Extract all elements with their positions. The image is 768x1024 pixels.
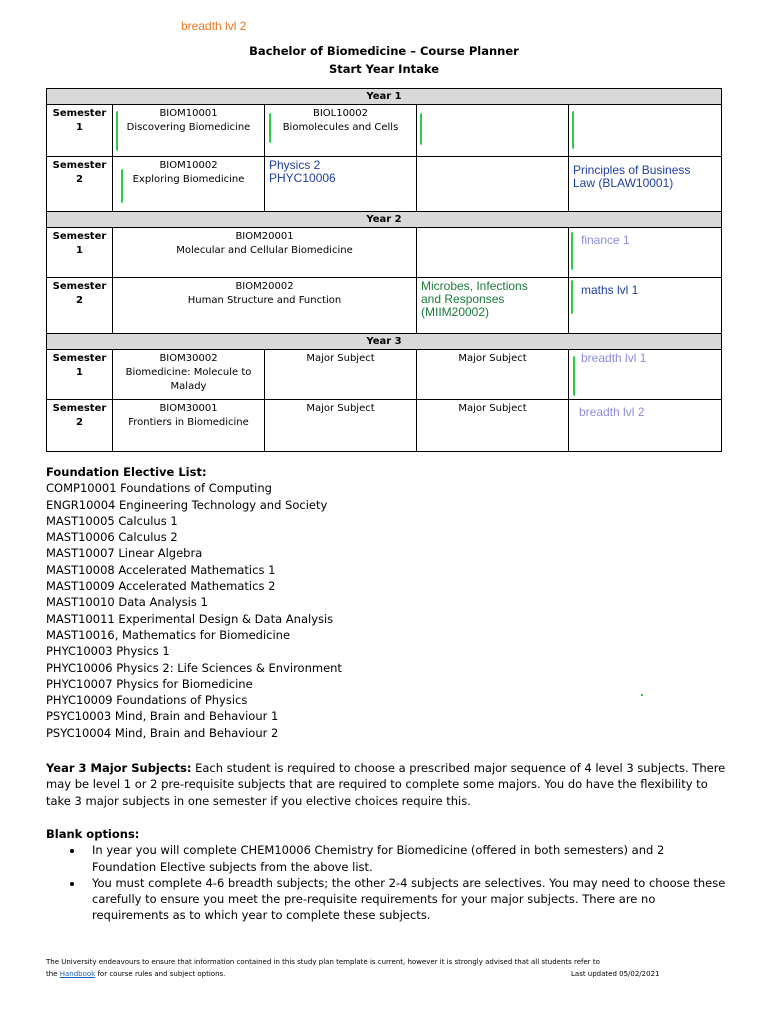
year2-sem1-row xyxy=(47,228,722,278)
elective-item: PSYC10004 Mind, Brain and Behaviour 2 xyxy=(46,725,279,740)
subject-code: BIOM10002 xyxy=(159,160,218,171)
handbook-link[interactable]: Handbook xyxy=(59,970,96,978)
subject-code: BIOM20002 xyxy=(235,281,294,292)
semester-label xyxy=(47,278,113,334)
green-marker xyxy=(571,232,576,270)
semester-number: 1 xyxy=(76,122,83,133)
subject-cell xyxy=(265,105,417,157)
year3-majors-heading: Year 3 Major Subjects: xyxy=(46,761,192,775)
semester-word: Semester xyxy=(52,108,107,119)
green-marker xyxy=(573,356,578,396)
subject-code: BIOM10001 xyxy=(159,108,218,119)
year3-header-row xyxy=(47,334,722,350)
semester-number: 1 xyxy=(76,367,83,378)
year2-sem2-row xyxy=(47,278,722,334)
semester-word: Semester xyxy=(52,353,107,364)
subject-cell xyxy=(113,105,265,157)
major-subject-label: Major Subject xyxy=(306,403,375,414)
elective-item: PHYC10006 Physics 2: Life Sciences & Environment xyxy=(46,660,342,675)
handwritten-subject-cell xyxy=(569,400,722,452)
year3-sem2-row xyxy=(47,400,722,452)
foundation-elective-list xyxy=(46,464,726,741)
empty-subject-cell xyxy=(417,228,569,278)
year3-majors-paragraph xyxy=(46,760,726,809)
course-planner-table xyxy=(46,88,722,452)
green-marker xyxy=(121,169,126,203)
year3-majors-text: Each student is required to choose a prescribed major sequence of 4 level 3 subjects. There may be level 1 or 2 pre-requisite subjects that are required to complete some majors. You do have the flexibility to take 3 major subjects in one semester if you elective choices require this. xyxy=(46,761,726,808)
green-marker xyxy=(572,111,577,149)
handwritten-text: PHYC10006 xyxy=(269,171,336,185)
subject-code: BIOM30001 xyxy=(159,403,218,414)
major-subject-label: Major Subject xyxy=(306,353,375,364)
elective-item: COMP10001 Foundations of Computing xyxy=(46,481,272,496)
handwritten-text: maths lvl 1 xyxy=(581,283,639,297)
handwritten-note: breadth lvl 2 xyxy=(181,19,247,33)
elective-item: MAST10010 Data Analysis 1 xyxy=(46,595,208,610)
handwritten-text: Principles of Business xyxy=(573,163,691,177)
green-marker xyxy=(116,111,121,151)
handwritten-subject-cell xyxy=(569,350,722,400)
blank-options-section xyxy=(46,826,726,924)
year2-label: Year 2 xyxy=(47,212,722,228)
handwritten-subject-cell xyxy=(569,157,722,212)
handwritten-subject-cell xyxy=(569,228,722,278)
blank-option-bullet: • In year you will complete CHEM10006 Chemistry for Biomedicine (offered in both semesters) and 2 Foundation Elective subjects from the above list. xyxy=(84,842,726,875)
subject-name: Biomolecules and Cells xyxy=(282,122,399,133)
semester-word: Semester xyxy=(52,231,107,242)
elective-item: MAST10005 Calculus 1 xyxy=(46,513,178,528)
handwritten-subject-cell xyxy=(569,278,722,334)
footer xyxy=(46,956,726,980)
semester-label xyxy=(47,350,113,400)
subject-code: BIOM20001 xyxy=(235,231,294,242)
major-subject-cell xyxy=(417,400,569,452)
footer-disclaimer: The University endeavours to ensure that information contained in this study plan template is current, however it is strongly advised that all students refer to xyxy=(46,958,600,966)
elective-item: MAST10006 Calculus 2 xyxy=(46,530,178,545)
elective-item: ENGR10004 Engineering Technology and Society xyxy=(46,497,328,512)
subject-name: Exploring Biomedicine xyxy=(132,174,245,185)
subject-code: BIOL10002 xyxy=(312,108,369,119)
major-subject-cell xyxy=(265,400,417,452)
handwritten-text: Microbes, Infections xyxy=(421,279,528,293)
subject-cell xyxy=(113,228,417,278)
semester-word: Semester xyxy=(52,403,107,414)
subject-name: Malady xyxy=(170,381,207,392)
empty-subject-cell xyxy=(569,105,722,157)
handwritten-text: Physics 2 xyxy=(269,158,321,172)
elective-item: MAST10007 Linear Algebra xyxy=(46,546,203,561)
elective-item: PHYC10007 Physics for Biomedicine xyxy=(46,676,253,691)
green-marker xyxy=(420,113,425,145)
blank-options-heading: Blank options: xyxy=(46,827,140,841)
subject-cell xyxy=(113,278,417,334)
semester-label xyxy=(47,228,113,278)
handwritten-subject-cell xyxy=(417,278,569,334)
subject-name: Human Structure and Function xyxy=(187,295,342,306)
elective-item: MAST10011 Experimental Design & Data Analysis xyxy=(46,611,334,626)
year3-sem1-row xyxy=(47,350,722,400)
footer-text: for course rules and subject options. xyxy=(97,970,226,978)
page-subtitle: Start Year Intake xyxy=(328,62,440,76)
empty-subject-cell xyxy=(417,157,569,212)
green-marker xyxy=(571,280,576,314)
subject-name: Biomedicine: Molecule to xyxy=(125,367,252,378)
semester-number: 2 xyxy=(76,295,83,306)
green-marker xyxy=(269,113,274,143)
elective-item: PHYC10003 Physics 1 xyxy=(46,644,170,659)
subject-name: Frontiers in Biomedicine xyxy=(128,417,249,428)
subject-cell xyxy=(113,157,265,212)
semester-label xyxy=(47,157,113,212)
blank-options-list xyxy=(46,842,726,923)
elective-item: MAST10016, Mathematics for Biomedicine xyxy=(46,627,291,642)
subject-cell xyxy=(113,350,265,400)
subject-code: BIOM30002 xyxy=(159,353,218,364)
semester-word: Semester xyxy=(52,160,107,171)
major-subject-label: Major Subject xyxy=(458,353,527,364)
major-subject-cell xyxy=(417,350,569,400)
year1-sem2-row xyxy=(47,157,722,212)
handwritten-text: breadth lvl 1 xyxy=(581,351,647,365)
year1-sem1-row xyxy=(47,105,722,157)
major-subject-label: Major Subject xyxy=(458,403,527,414)
page-title: Bachelor of Biomedicine – Course Planner xyxy=(249,44,519,58)
blank-option-bullet: • You must complete 4-6 breadth subjects; the other 2-4 subjects are selectives. You may need to choose these carefully to ensure you meet the pre-requisite requirements for your major subjects. There are no requirements as to which year to complete these subjects. xyxy=(84,875,726,924)
year3-label: Year 3 xyxy=(47,334,722,350)
handwritten-text: finance 1 xyxy=(581,233,630,247)
semester-label xyxy=(47,400,113,452)
handwritten-text: Law (BLAW10001) xyxy=(573,176,674,190)
elective-heading: Foundation Elective List: xyxy=(46,465,207,479)
empty-subject-cell xyxy=(417,105,569,157)
year1-label: Year 1 xyxy=(47,89,722,105)
elective-item: MAST10009 Accelerated Mathematics 2 xyxy=(46,579,276,594)
elective-item: PSYC10003 Mind, Brain and Behaviour 1 xyxy=(46,709,279,724)
major-subject-cell xyxy=(265,350,417,400)
subject-cell xyxy=(113,400,265,452)
handwritten-text: breadth lvl 2 xyxy=(579,405,645,419)
last-updated: Last updated 05/02/2021 xyxy=(571,970,660,978)
semester-number: 2 xyxy=(76,417,83,428)
semester-number: 2 xyxy=(76,174,83,185)
year2-header-row xyxy=(47,212,722,228)
handwritten-subject-cell xyxy=(265,157,417,212)
semester-label xyxy=(47,105,113,157)
handwritten-text: (MIIM20002) xyxy=(421,305,490,319)
footer-text: the xyxy=(46,970,58,978)
elective-item: PHYC10009 Foundations of Physics xyxy=(46,693,248,708)
handwritten-text: and Responses xyxy=(421,292,505,306)
subject-name: Molecular and Cellular Biomedicine xyxy=(176,245,353,256)
subject-name: Discovering Biomedicine xyxy=(126,122,251,133)
semester-number: 1 xyxy=(76,245,83,256)
elective-item: MAST10008 Accelerated Mathematics 1 xyxy=(46,562,276,577)
green-dot-mark xyxy=(641,694,643,696)
year1-header-row xyxy=(47,89,722,105)
semester-word: Semester xyxy=(52,281,107,292)
